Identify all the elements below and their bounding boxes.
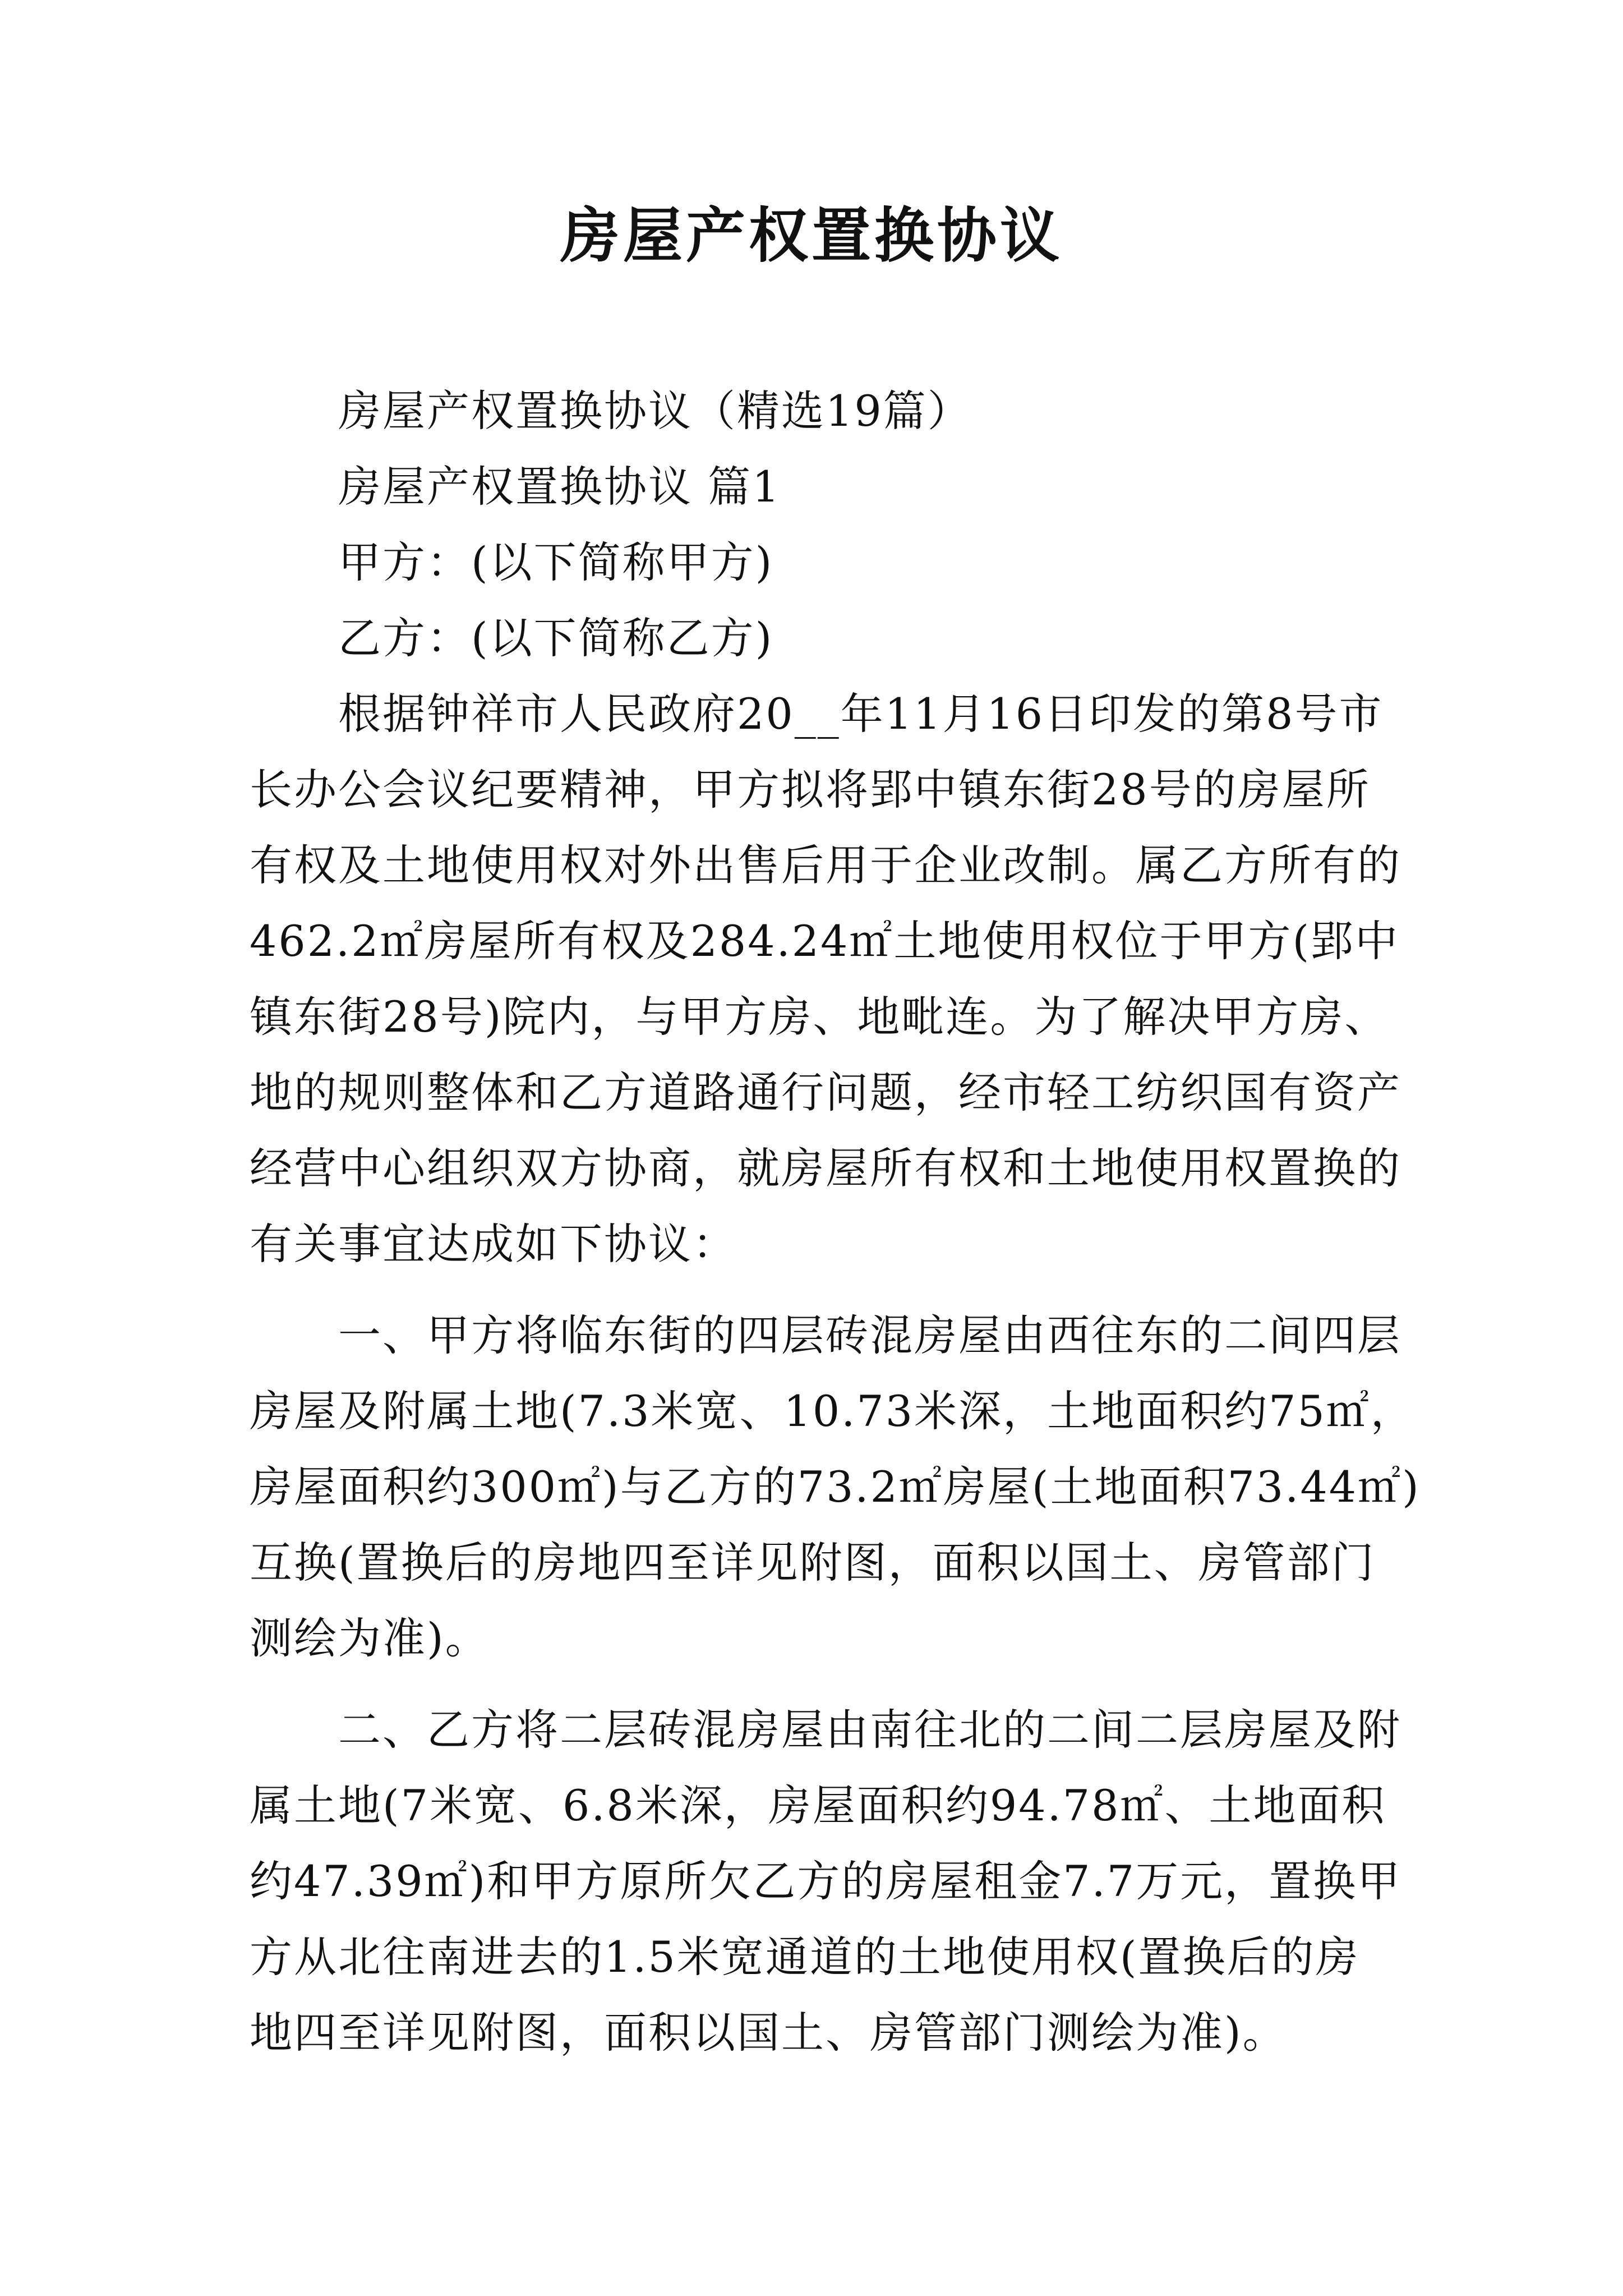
section-heading: 房屋产权置换协议 篇1: [338, 462, 781, 512]
clause-1-line: 房屋面积约300㎡)与乙方的73.2㎡房屋(土地面积73.44㎡): [250, 1462, 1421, 1512]
paragraph-gap: [250, 1676, 1382, 1692]
preamble-line: 镇东街28号)院内，与甲方房、地毗连。为了解决甲方房、: [250, 992, 1389, 1042]
party-b-line: 乙方：(以下简称乙方): [338, 613, 774, 663]
clause-1-line: 测绘为准)。: [250, 1613, 490, 1663]
clause-2-line: 约47.39㎡)和甲方原所欠乙方的房屋租金7.7万元，置换甲: [250, 1856, 1402, 1906]
preamble-line: 长办公会议纪要精神，甲方拟将郢中镇东街28号的房屋所: [250, 765, 1371, 815]
preamble-line: 地的规则整体和乙方道路通行问题，经市轻工纺织国有资产: [250, 1068, 1401, 1117]
paragraph-gap: [250, 1282, 1382, 1297]
preamble-line: 经营中心组织双方协商，就房屋所有权和土地使用权置换的: [250, 1143, 1401, 1193]
preamble-line: 462.2㎡房屋所有权及284.24㎡土地使用权位于甲方(郢中: [250, 916, 1400, 966]
document-body: [250, 373, 1421, 2070]
clause-2-line: 二、乙方将二层砖混房屋由南往北的二间二层房屋及附: [338, 1705, 1401, 1755]
clause-2-line: 地四至详见附图，面积以国土、房管部门测绘为准)。: [250, 2008, 1287, 2058]
clause-1-line: 一、甲方将临东街的四层砖混房屋由西往东的二间四层: [338, 1310, 1401, 1360]
clause-1-line: 互换(置换后的房地四至详见附图，面积以国土、房管部门: [250, 1538, 1376, 1588]
document-title: 房屋产权置换协议: [560, 200, 1063, 270]
preamble-line: 有权及土地使用权对外出售后用于企业改制。属乙方所有的: [250, 840, 1401, 890]
clause-1-line: 房屋及附属土地(7.3米宽、10.73米深，土地面积约75㎡，: [250, 1386, 1415, 1436]
preamble-line: 根据钟祥市人民政府20__年11月16日印发的第8号市: [338, 689, 1384, 739]
clause-2-line: 方从北往南进去的1.5米宽通道的土地使用权(置换后的房: [250, 1932, 1360, 1982]
party-a-line: 甲方：(以下简称甲方): [338, 537, 774, 587]
preamble-line: 有关事宜达成如下协议：: [250, 1219, 737, 1269]
clause-2-line: 属土地(7米宽、6.8米深，房屋面积约94.78㎡、土地面积: [250, 1780, 1386, 1830]
subtitle-line: 房屋产权置换协议（精选19篇）: [338, 386, 972, 436]
